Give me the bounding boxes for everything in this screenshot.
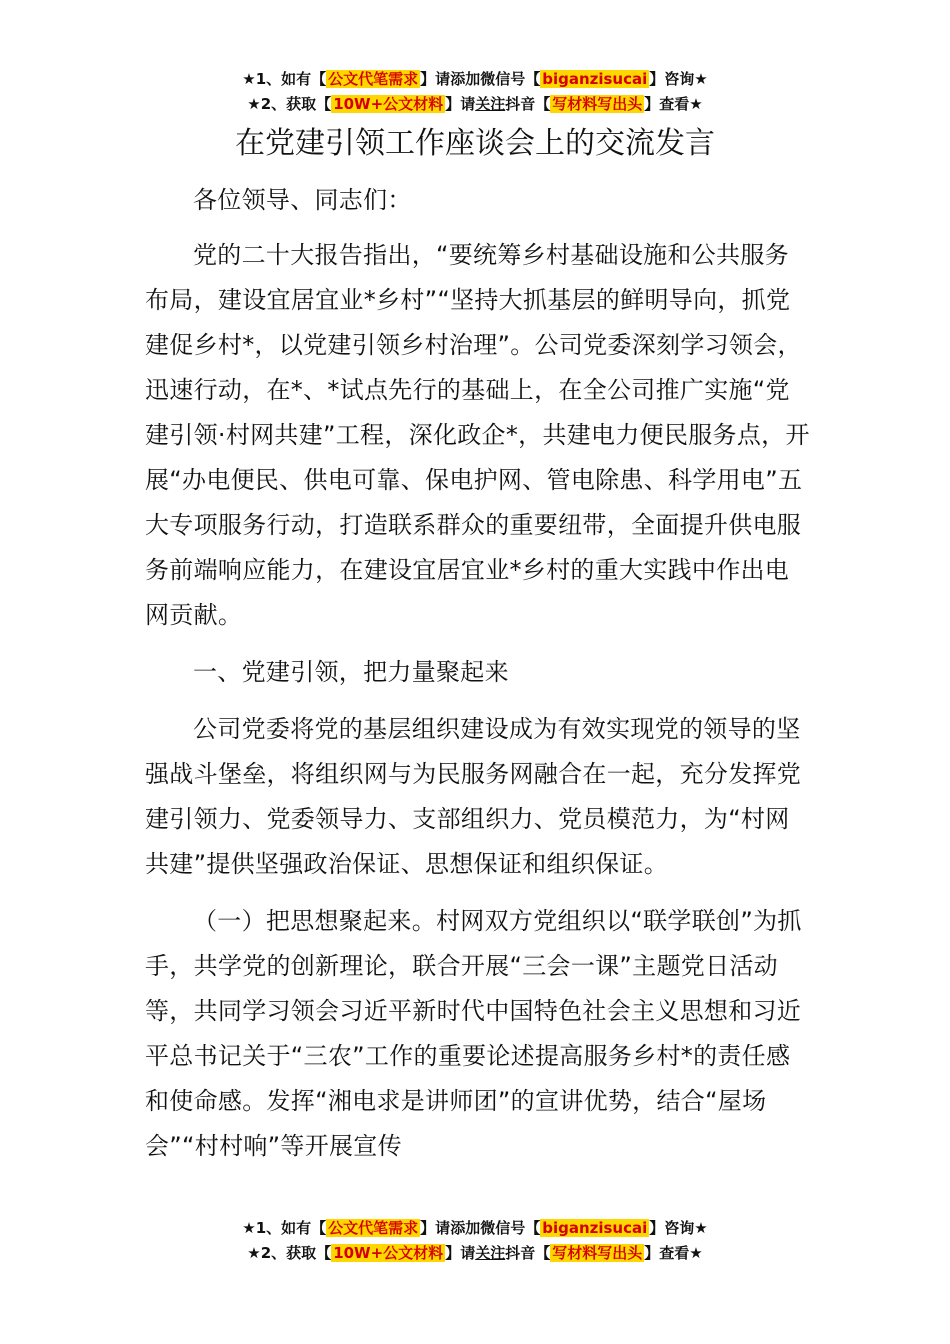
document-body [145,178,810,1181]
promo-banner-bottom [0,1216,950,1266]
paragraph-subsection-1: （一）把思想聚起来。村网双方党组织以“联学联创”为抓手，共学党的创新理论，联合开展“三会一课”主题党日活动等，共同学习领会习近平新时代中国特色社会主义思想和习近平总书记关于“三农”工作的重要论述提高服务乡村*的责任感和使命感。发挥“湘电求是讲师团”的宣讲优势，结合“屋场会”“村村响”等开展宣传 [145,907,802,1160]
paragraph-section-1: 公司党委将党的基层组织建设成为有效实现党的领导的坚强战斗堡垒，将组织网与为民服务网融合在一起，充分发挥党建引领力、党委领导力、支部组织力、党员模范力，为“村网共建”提供坚强政治保证、思想保证和组织保证。 [145,715,802,878]
promo-banner-top [0,67,950,117]
promo-line-2: ★2、获取【 10W+公文材料 】请关注抖音【 写材料写出头 】查看★ [247,1244,703,1262]
promo-line-1: ★1、如有【 公文代笔需求 】请添加微信号【 biganzisucai 】咨询★ [242,70,708,88]
highlight-materials: 10W+公文材料 [333,1244,444,1262]
highlight-service: 公文代笔需求 [328,1219,419,1237]
highlight-service: 公文代笔需求 [328,70,419,88]
highlight-douyin-account: 写材料写出头 [552,1244,643,1262]
promo-line-1: ★1、如有【 公文代笔需求 】请添加微信号【 biganzisucai 】咨询★ [242,1219,708,1237]
document-title: 在党建引领工作座谈会上的交流发言 [235,126,715,161]
section-heading-1: 一、党建引领，把力量聚起来 [193,658,509,686]
highlight-materials: 10W+公文材料 [333,95,444,113]
highlight-wechat-id: biganzisucai [542,70,648,88]
greeting: 各位领导、同志们： [193,186,412,214]
promo-line-2: ★2、获取【 10W+公文材料 】请关注抖音【 写材料写出头 】查看★ [247,95,703,113]
highlight-douyin-account: 写材料写出头 [552,95,643,113]
highlight-wechat-id: biganzisucai [542,1219,648,1237]
paragraph-intro: 党的二十大报告指出，“要统筹乡村基础设施和公共服务布局，建设宜居宜业*乡村”“坚持大抓基层的鲜明导向，抓党建促乡村*，以党建引领乡村治理”。公司党委深刻学习领会，迅速行动，在*、*试点先行的基础上，在全公司推广实施“党建引领·村网共建”工程，深化政企*，共建电力便民服务点，开展“办电便民、供电可靠、保电护网、管电除患、科学用电”五大专项服务行动，打造联系群众的重要纽带，全面提升供电服务前端响应能力，在建设宜居宜业*乡村的重大实践中作出电网贡献。 [145,241,810,629]
